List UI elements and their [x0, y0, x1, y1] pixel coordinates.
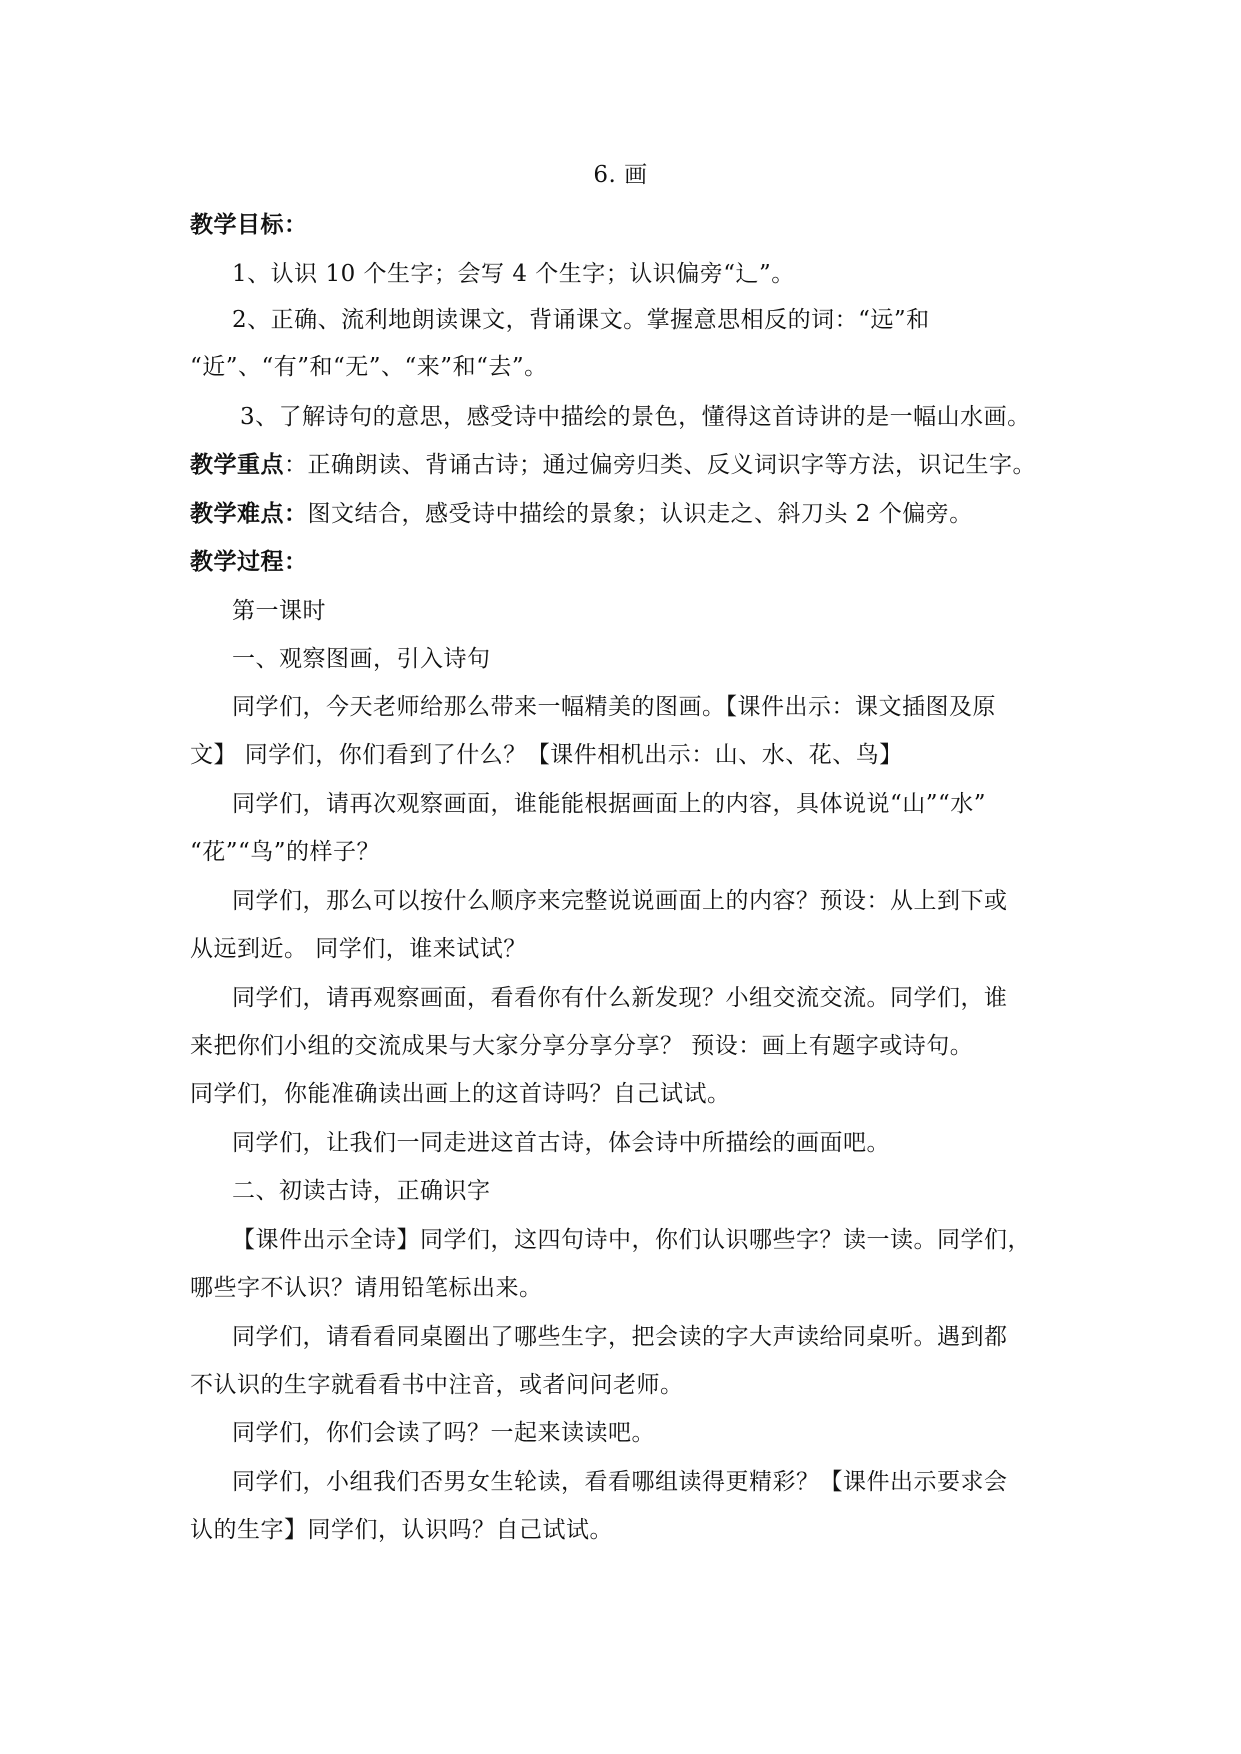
paragraph-6-line-2: 哪些字不认识？请用铅笔标出来。 [190, 1275, 543, 1301]
difficulties-label: 教学难点： [190, 500, 308, 527]
objective-1: 1、认识 10 个生字；会写 4 个生字；认识偏旁“辶”。 [232, 261, 795, 287]
paragraph-7-line-1: 同学们，请看看同桌圈出了哪些生字，把会读的字大声读给同桌听。遇到都 [232, 1324, 1008, 1350]
key-points [190, 448, 1036, 482]
paragraph-9-line-2: 认的生字】同学们，认识吗？自己试试。 [190, 1517, 613, 1543]
paragraph-3-line-1: 同学们，那么可以按什么顺序来完整说说画面上的内容？预设：从上到下或 [232, 888, 1008, 914]
paragraph-4-line-3: 同学们，你能准确读出画上的这首诗吗？自己试试。 [190, 1081, 731, 1107]
objective-3: 3、了解诗句的意思，感受诗中描绘的景色，懂得这首诗讲的是一幅山水画。 [240, 404, 1031, 430]
process-heading: 教学过程： [190, 548, 308, 575]
section-one-heading: 一、观察图画，引入诗句 [232, 646, 491, 672]
difficulties [190, 497, 973, 531]
paragraph-6-line-1: 【课件出示全诗】同学们，这四句诗中，你们认识哪些字？读一读。同学们， [232, 1227, 1031, 1253]
objectives-heading: 教学目标： [190, 211, 308, 238]
paragraph-4-line-2: 来把你们小组的交流成果与大家分享分享分享？ 预设：画上有题字或诗句。 [190, 1033, 974, 1059]
paragraph-9-line-1: 同学们，小组我们否男女生轮读，看看哪组读得更精彩？【课件出示要求会 [232, 1469, 1008, 1495]
paragraph-5: 同学们，让我们一同走进这首古诗，体会诗中所描绘的画面吧。 [232, 1130, 890, 1156]
paragraph-8: 同学们，你们会读了吗？一起来读读吧。 [232, 1420, 655, 1446]
section-two-heading: 二、初读古诗，正确识字 [232, 1178, 491, 1204]
objective-2-line-2: “近”、“有”和“无”、“来”和“去”。 [190, 354, 548, 380]
paragraph-1-line-2: 文】 同学们，你们看到了什么？【课件相机出示：山、水、花、鸟】 [190, 742, 903, 768]
paragraph-3-line-2: 从远到近。 同学们，谁来试试？ [190, 936, 527, 962]
key-points-text: ：正确朗读、背诵古诗；通过偏旁归类、反义词识字等方法，识记生字。 [284, 452, 1036, 478]
document-title: 6. 画 [593, 162, 648, 188]
paragraph-2-line-2: “花”“鸟”的样子？ [190, 839, 381, 865]
objective-2-line-1: 2、正确、流利地朗读课文，背诵课文。掌握意思相反的词：“远”和 [232, 307, 930, 333]
key-points-label: 教学重点 [190, 451, 284, 478]
paragraph-2-line-1: 同学们，请再次观察画面，谁能能根据画面上的内容，具体说说“山”“水” [232, 791, 987, 817]
lesson-one-heading: 第一课时 [232, 598, 326, 624]
paragraph-7-line-2: 不认识的生字就看看书中注音，或者问问老师。 [190, 1372, 684, 1398]
difficulties-text: 图文结合，感受诗中描绘的景象；认识走之、斜刀头 2 个偏旁。 [307, 501, 973, 527]
paragraph-1-line-1: 同学们，今天老师给那么带来一幅精美的图画。【课件出示：课文插图及原 [232, 694, 996, 720]
paragraph-4-line-1: 同学们，请再观察画面，看看你有什么新发现？小组交流交流。同学们，谁 [232, 985, 1008, 1011]
